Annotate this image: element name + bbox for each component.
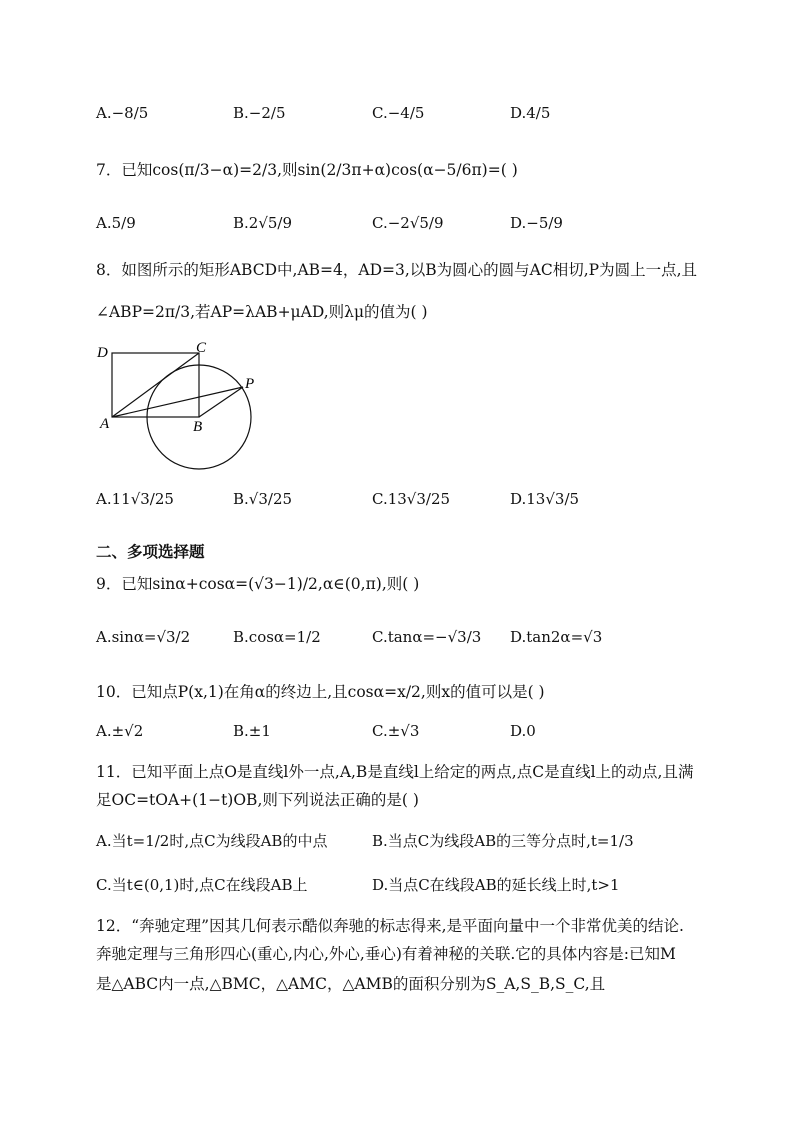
label-c: C [196,340,207,356]
q11-option-d: D.当点C在线段AB的延长线上时,t>1 [372,876,620,894]
q12-line2: 奔驰定理与三角形四心(重心,内心,外心,垂心)有着神秘的关联.它的具体内容是:已知M [96,945,676,963]
q6-option-c: C.−4/5 [372,104,425,122]
q6-option-a: A.−8/5 [96,104,149,122]
q9-option-a: A.sinα=√3/2 [96,628,191,646]
q8-stem-line2: ∠ABP=2π/3,若AP=λAB+μAD,则λμ的值为( ) [96,303,428,321]
q11-option-a: A.当t=1/2时,点C为线段AB的中点 [96,832,328,850]
q11-stem-line2: 足OC=tOA+(1−t)OB,则下列说法正确的是( ) [96,791,419,809]
q9-option-c: C.tanα=−√3/3 [372,628,482,646]
label-b: B [193,419,203,435]
section-heading: 二、多项选择题 [96,542,205,561]
q6-option-d: D.4/5 [510,104,551,122]
q8-option-d: D.13√3/5 [510,490,580,508]
q8-stem-line1: 8．如图所示的矩形ABCD中,AB=4，AD=3,以B为圆心的圆与AC相切,P为圆上一点,且 [96,261,698,279]
q11-stem-line1: 11．已知平面上点O是直线l外一点,A,B是直线l上给定的两点,点C是直线l上的动点,且满 [96,763,694,781]
q8-option-c: C.13√3/25 [372,490,451,508]
q10-option-c: C.±√3 [372,722,420,740]
q9-option-b: B.cosα=1/2 [233,628,321,646]
q10-option-d: D.0 [510,722,536,740]
q9-option-d: D.tan2α=√3 [510,628,603,646]
q6-option-b: B.−2/5 [233,104,286,122]
q7-option-d: D.−5/9 [510,214,563,232]
label-p: P [245,376,255,392]
q8-option-a: A.11√3/25 [96,490,174,508]
q12-line3: 是△ABC内一点,△BMC，△AMC，△AMB的面积分别为S_A,S_B,S_C,且 [96,975,606,993]
q7-option-a: A.5/9 [96,214,136,232]
q7-stem: 7．已知cos(π/3−α)=2/3,则sin(2/3π+α)cos(α−5/6π)=( ) [96,161,518,179]
label-d: D [97,345,108,361]
q11-option-b: B.当点C为线段AB的三等分点时,t=1/3 [372,832,634,850]
q7-option-b: B.2√5/9 [233,214,293,232]
q9-stem: 9．已知sinα+cosα=(√3−1)/2,α∈(0,π),则( ) [96,575,420,593]
q8-figure [92,336,272,476]
label-a: A [100,416,110,432]
q12-line1: 12．“奔驰定理”因其几何表示酷似奔驰的标志得来,是平面向量中一个非常优美的结论. [96,917,684,935]
q7-option-c: C.−2√5/9 [372,214,444,232]
q11-option-c: C.当t∈(0,1)时,点C在线段AB上 [96,876,308,894]
q10-option-b: B.±1 [233,722,271,740]
q10-option-a: A.±√2 [96,722,144,740]
q10-stem: 10．已知点P(x,1)在角α的终边上,且cosα=x/2,则x的值可以是( ) [96,683,545,701]
q8-option-b: B.√3/25 [233,490,293,508]
